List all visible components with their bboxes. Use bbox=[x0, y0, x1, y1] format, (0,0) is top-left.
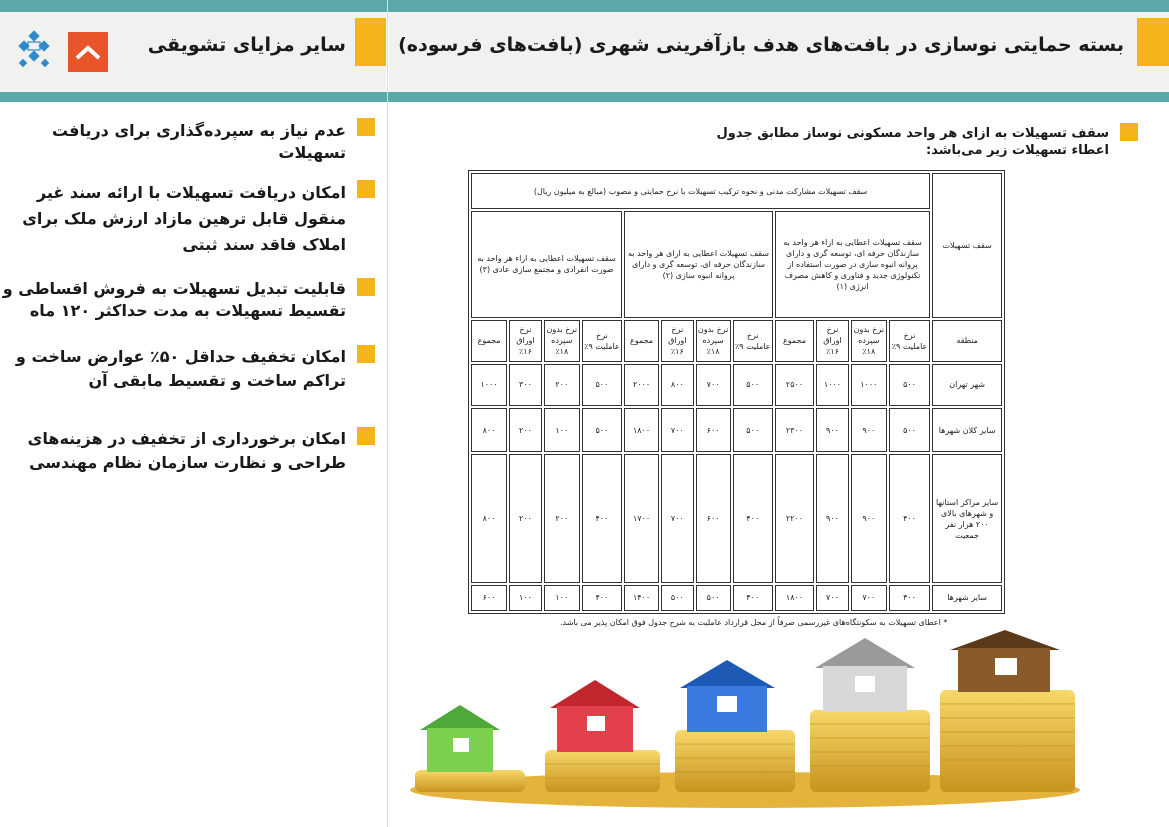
table-cell: ۲۲۰۰ bbox=[775, 454, 814, 583]
table-cell: ۱۷۰۰ bbox=[624, 454, 659, 583]
table-cell: ۴۰۰ bbox=[582, 585, 622, 611]
table-cell: ۷۰۰ bbox=[851, 585, 887, 611]
table-cell: ۲۰۰ bbox=[509, 454, 542, 583]
region-header: منطقه bbox=[932, 320, 1002, 362]
table-cell: ۱۰۰۰ bbox=[471, 364, 507, 406]
table-cell: ۲۰۰ bbox=[509, 408, 542, 452]
bullet-marker bbox=[357, 345, 375, 363]
header-marker bbox=[1137, 18, 1169, 66]
table-cell: ۱۴۰۰ bbox=[624, 585, 659, 611]
table-cell: ۱۰۰۰ bbox=[851, 364, 887, 406]
incentive-item: امکان دریافت تسهیلات با ارائه سند غیر منقول قابل ترهین مازاد ارزش ملک برای املاک فاقد سند ثبتی bbox=[22, 183, 346, 254]
table-cell: ۹۰۰ bbox=[816, 454, 849, 583]
table-cell: ۶۰۰ bbox=[696, 408, 731, 452]
table-cell: ۸۰۰ bbox=[661, 364, 694, 406]
col-header: نرخ عاملیت ۹٪ bbox=[582, 320, 622, 362]
intro-text: سقف تسهیلات به ازای هر واحد مسکونی نوساز مطابق جدول اعطاء تسهیلات زیر می‌باشد: bbox=[716, 126, 1109, 158]
col-header: نرخ بدون سپرده ۱۸٪ bbox=[696, 320, 731, 362]
table-cell: ۸۰۰ bbox=[471, 454, 507, 583]
table-cell: ۱۸۰۰ bbox=[624, 408, 659, 452]
table-cell: ۴۰۰ bbox=[582, 454, 622, 583]
table-cell: ۹۰۰ bbox=[816, 408, 849, 452]
table-cell: ۱۸۰۰ bbox=[775, 585, 814, 611]
top-band bbox=[0, 0, 1169, 12]
facility-ceiling-header: سقف تسهیلات bbox=[932, 173, 1002, 318]
table-cell: ۶۰۰ bbox=[471, 585, 507, 611]
table-cell: ۱۰۰ bbox=[509, 585, 542, 611]
region-cell: سایر شهرها bbox=[932, 585, 1002, 611]
table-caption: سقف تسهیلات مشارکت مدنی و نحوه ترکیب تسهیلات با نرخ حمایتی و مصوب (مبالغ به میلیون ریال) bbox=[471, 173, 930, 209]
table-cell: ۴۰۰ bbox=[889, 585, 930, 611]
group1-header: سقف تسهیلات اعطایی به ازاء هر واحد به سازندگان حرفه ای، توسعه گری و دارای پروانه انبوه سازی در صورت استفاده از تکنولوژی جدید و فناوری و کاهش مصرف انرژی (۱) bbox=[775, 211, 930, 318]
col-header: نرخ اوراق ۱۶٪ bbox=[509, 320, 542, 362]
table-cell: ۵۰۰ bbox=[889, 408, 930, 452]
table-cell: ۱۰۰ bbox=[544, 585, 580, 611]
table-footnote: * اعطای تسهیلات به سکونتگاه‌های غیررسمی صرفاً از محل قرارداد عاملیت به شرح جدول فوق امکان پذیر می باشد. bbox=[560, 618, 948, 627]
page-title: بسته حمایتی نوسازی در بافت‌های هدف بازآفرینی شهری (بافت‌های فرسوده) bbox=[398, 34, 1124, 56]
side-header-marker bbox=[355, 18, 386, 66]
table-cell: ۲۳۰۰ bbox=[775, 408, 814, 452]
col-header: نرخ اوراق ۱۶٪ bbox=[816, 320, 849, 362]
bullet-marker bbox=[357, 427, 375, 445]
table-row bbox=[471, 364, 1002, 406]
bullet-marker bbox=[357, 278, 375, 296]
col-header: نرخ بدون سپرده ۱۸٪ bbox=[851, 320, 887, 362]
bullet-marker bbox=[1120, 123, 1138, 141]
table-cell: ۵۰۰ bbox=[889, 364, 930, 406]
incentive-item: امکان تخفیف حداقل ۵۰٪ عوارض ساخت و تراکم ساخت و تقسیط مابقی آن bbox=[15, 347, 346, 390]
col-header: نرخ عاملیت ۹٪ bbox=[733, 320, 773, 362]
col-header: نرخ عاملیت ۹٪ bbox=[889, 320, 930, 362]
table-cell: ۵۰۰ bbox=[733, 364, 773, 406]
table-cell: ۲۰۰۰ bbox=[624, 364, 659, 406]
bullet-marker bbox=[357, 118, 375, 136]
table-cell: ۹۰۰ bbox=[851, 454, 887, 583]
side-title: سایر مزایای تشویقی bbox=[147, 34, 346, 56]
incentive-item: قابلیت تبدیل تسهیلات به فروش اقساطی و تقسیط تسهیلات به مدت حداکثر ۱۲۰ ماه bbox=[2, 279, 346, 320]
table-cell: ۹۰۰ bbox=[851, 408, 887, 452]
region-cell: سایر کلان شهرها bbox=[932, 408, 1002, 452]
table-cell: ۱۰۰۰ bbox=[816, 364, 849, 406]
table-cell: ۷۰۰ bbox=[661, 454, 694, 583]
table-cell: ۲۰۰ bbox=[544, 364, 580, 406]
house-logo-icon bbox=[68, 32, 108, 72]
table-cell: ۲۰۰ bbox=[544, 454, 580, 583]
table-cell: ۳۰۰ bbox=[509, 364, 542, 406]
incentive-item: عدم نیاز به سپرده‌گذاری برای دریافت تسهیلات bbox=[52, 121, 346, 162]
col-header: مجموع bbox=[624, 320, 659, 362]
houses-on-coins-illustration bbox=[405, 630, 1085, 810]
table-cell: ۱۰۰ bbox=[544, 408, 580, 452]
group2-header: سقف تسهیلات اعطایی به ازای هر واحد به سازندگان حرفه ای، توسعه گری و دارای پروانه انبوه سازی (۲) bbox=[624, 211, 773, 318]
table-cell: ۴۰۰ bbox=[733, 585, 773, 611]
col-header: نرخ اوراق ۱۶٪ bbox=[661, 320, 694, 362]
col-header: نرخ بدون سپرده ۱۸٪ bbox=[544, 320, 580, 362]
table-cell: ۵۰۰ bbox=[582, 408, 622, 452]
table-cell: ۵۰۰ bbox=[582, 364, 622, 406]
incentive-item: امکان برخورداری از تخفیف در هزینه‌های طراحی و نظارت سازمان نظام مهندسی bbox=[27, 429, 346, 472]
header-bottom-band bbox=[0, 92, 1169, 102]
facility-table bbox=[468, 170, 1005, 614]
table-cell: ۷۰۰ bbox=[696, 364, 731, 406]
table-cell: ۴۰۰ bbox=[733, 454, 773, 583]
group3-header: سقف تسهیلات اعطایی به ازاء هر واحد به صورت انفرادی و مجتمع سازی عادی (۳) bbox=[471, 211, 622, 318]
panel-divider bbox=[387, 0, 388, 827]
table-cell: ۷۰۰ bbox=[816, 585, 849, 611]
table-cell: ۵۰۰ bbox=[661, 585, 694, 611]
table-cell: ۵۰۰ bbox=[733, 408, 773, 452]
table-cell: ۸۰۰ bbox=[471, 408, 507, 452]
region-cell: شهر تهران bbox=[932, 364, 1002, 406]
col-header: مجموع bbox=[775, 320, 814, 362]
region-cell: سایر مراکز استانها و شهرهای بالای ۲۰۰ هزار نفر جمعیت bbox=[932, 454, 1002, 583]
table-cell: ۲۵۰۰ bbox=[775, 364, 814, 406]
lattice-logo-icon bbox=[14, 30, 54, 70]
table-cell: ۴۰۰ bbox=[889, 454, 930, 583]
table-row bbox=[471, 585, 1002, 611]
bullet-marker bbox=[357, 180, 375, 198]
table-cell: ۷۰۰ bbox=[661, 408, 694, 452]
table-row bbox=[471, 408, 1002, 452]
col-header: مجموع bbox=[471, 320, 507, 362]
table-cell: ۶۰۰ bbox=[696, 454, 731, 583]
table-row bbox=[471, 454, 1002, 583]
table-cell: ۵۰۰ bbox=[696, 585, 731, 611]
